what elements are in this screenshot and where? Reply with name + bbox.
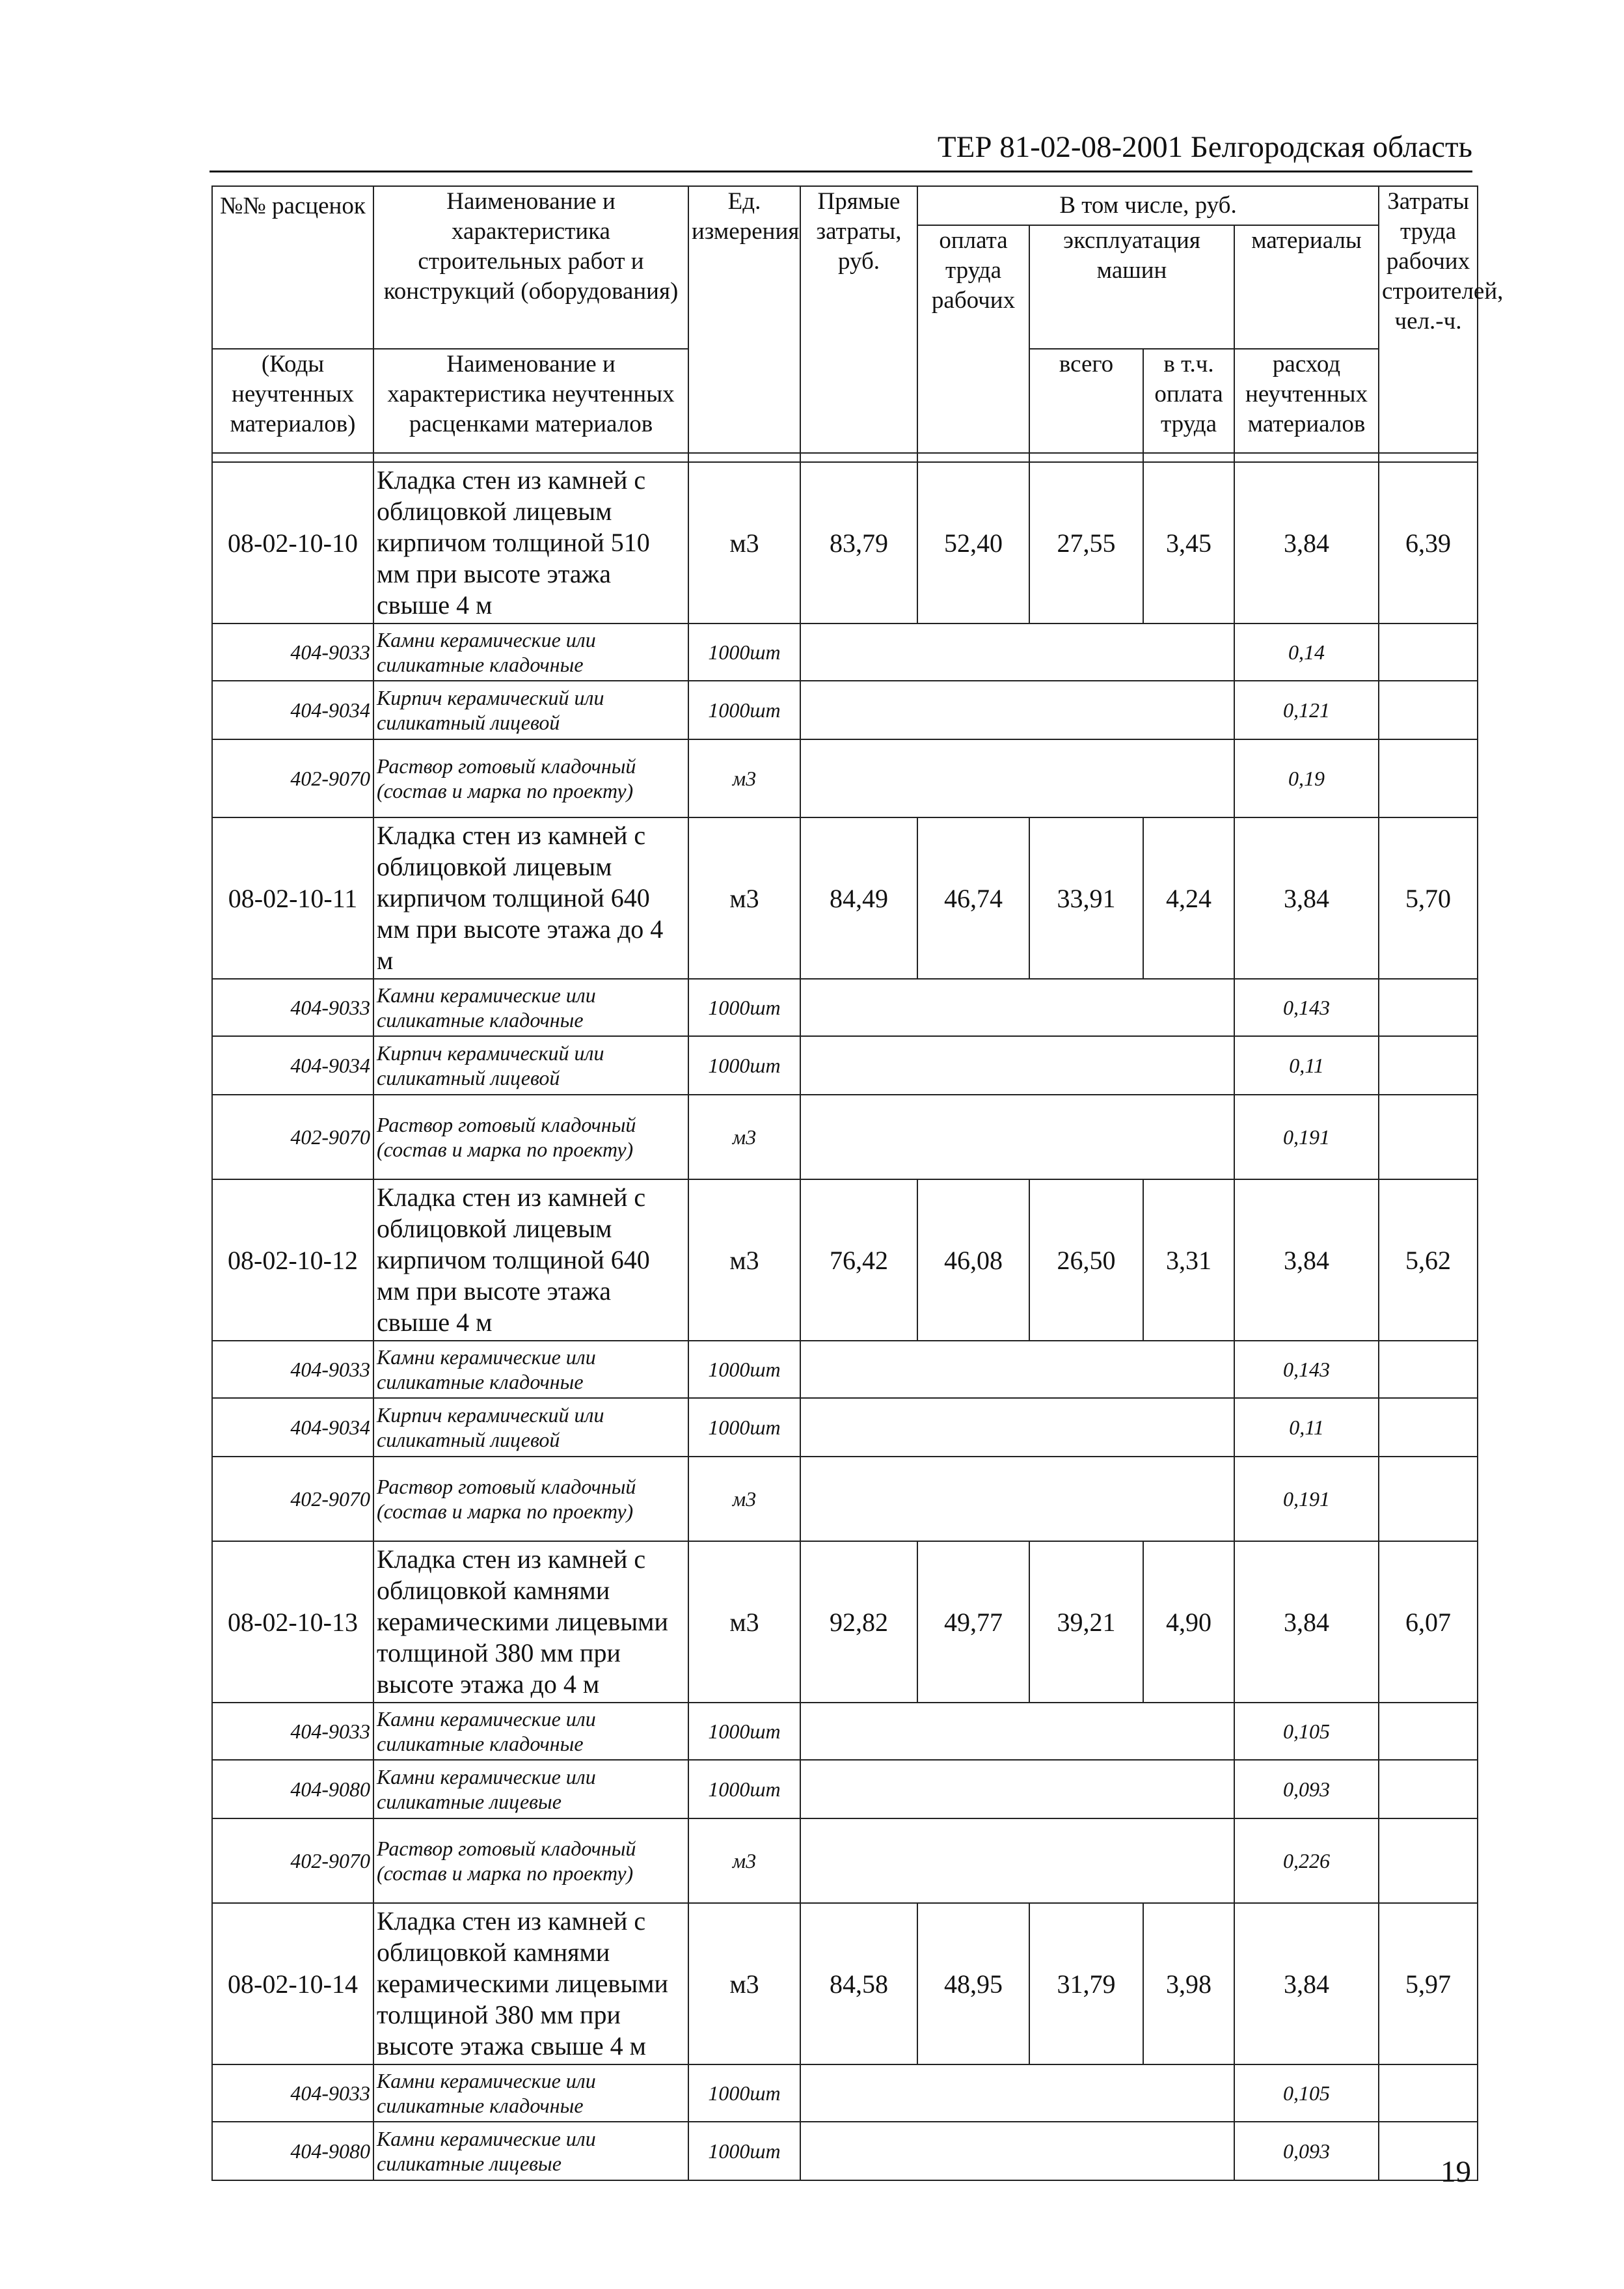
material-quantity: 0,093 xyxy=(1234,2122,1379,2180)
header-machines-wage: в т.ч. оплата труда xyxy=(1143,349,1234,453)
material-empty-span xyxy=(800,624,1234,681)
rate-unit: м3 xyxy=(688,1541,800,1703)
material-empty-labor xyxy=(1379,624,1478,681)
material-quantity: 0,143 xyxy=(1234,1341,1379,1398)
material-code: 402-9070 xyxy=(212,1818,373,1903)
material-row xyxy=(212,2064,1478,2122)
material-row xyxy=(212,624,1478,681)
header-labor: Затраты труда рабочих строителей, чел.-ч. xyxy=(1379,186,1478,453)
material-empty-labor xyxy=(1379,979,1478,1036)
header-row-1 xyxy=(212,186,1478,225)
material-empty-span xyxy=(800,2122,1234,2180)
page-number: 19 xyxy=(1441,2155,1471,2189)
rate-machines-total: 27,55 xyxy=(1029,462,1143,624)
material-code: 404-9033 xyxy=(212,624,373,681)
header-code: №№ расценок xyxy=(212,186,373,225)
rate-direct-cost: 84,49 xyxy=(800,817,917,979)
material-row xyxy=(212,1760,1478,1818)
material-quantity: 0,14 xyxy=(1234,624,1379,681)
material-row xyxy=(212,1457,1478,1541)
rate-wage: 52,40 xyxy=(917,462,1029,624)
rate-code: 08-02-10-11 xyxy=(212,817,373,979)
material-name: Кирпич керамический или силикатный лицевой xyxy=(373,681,688,739)
material-unit: м3 xyxy=(688,1095,800,1179)
material-row xyxy=(212,1818,1478,1903)
rate-unit: м3 xyxy=(688,1179,800,1341)
material-empty-labor xyxy=(1379,2064,1478,2122)
material-quantity: 0,191 xyxy=(1234,1457,1379,1541)
material-empty-span xyxy=(800,1036,1234,1095)
material-code: 404-9033 xyxy=(212,2064,373,2122)
material-unit: м3 xyxy=(688,739,800,817)
material-row xyxy=(212,681,1478,739)
rate-machines-total: 33,91 xyxy=(1029,817,1143,979)
material-empty-span xyxy=(800,1095,1234,1179)
rate-labor: 5,70 xyxy=(1379,817,1478,979)
material-name: Камни керамические или силикатные кладочные xyxy=(373,2064,688,2122)
rate-wage: 49,77 xyxy=(917,1541,1029,1703)
rate-materials: 3,84 xyxy=(1234,462,1379,624)
rate-wage: 46,74 xyxy=(917,817,1029,979)
rate-labor: 6,07 xyxy=(1379,1541,1478,1703)
material-unit: м3 xyxy=(688,1818,800,1903)
material-quantity: 0,093 xyxy=(1234,1760,1379,1818)
material-name: Раствор готовый кладочный (состав и марка по проекту) xyxy=(373,1818,688,1903)
material-code: 404-9080 xyxy=(212,2122,373,2180)
rate-direct-cost: 92,82 xyxy=(800,1541,917,1703)
rate-labor: 6,39 xyxy=(1379,462,1478,624)
material-name: Кирпич керамический или силикатный лицевой xyxy=(373,1036,688,1095)
material-code: 404-9034 xyxy=(212,1398,373,1457)
material-quantity: 0,105 xyxy=(1234,2064,1379,2122)
rate-direct-cost: 84,58 xyxy=(800,1903,917,2064)
material-code: 404-9033 xyxy=(212,979,373,1036)
material-empty-span xyxy=(800,1760,1234,1818)
material-empty-span xyxy=(800,1703,1234,1760)
material-unit: м3 xyxy=(688,1457,800,1541)
material-row xyxy=(212,1341,1478,1398)
header-name: Наименование и характеристика строительных работ и конструкций (оборудования) xyxy=(373,186,688,349)
material-quantity: 0,226 xyxy=(1234,1818,1379,1903)
rate-name: Кладка стен из камней с облицовкой лицевым кирпичом толщиной 640 мм при высоте этажа до 4 м xyxy=(373,817,688,979)
rate-name: Кладка стен из камней с облицовкой камнями керамическими лицевыми толщиной 380 мм при высоте этажа до 4 м xyxy=(373,1541,688,1703)
header-wage: оплата труда рабочих xyxy=(917,225,1029,453)
material-empty-span xyxy=(800,1341,1234,1398)
header-direct: Прямые затраты, руб. xyxy=(800,186,917,453)
material-empty-span xyxy=(800,2064,1234,2122)
rate-machines-total: 31,79 xyxy=(1029,1903,1143,2064)
rate-direct-cost: 76,42 xyxy=(800,1179,917,1341)
material-name: Камни керамические или силикатные кладочные xyxy=(373,979,688,1036)
material-code: 404-9034 xyxy=(212,681,373,739)
material-empty-span xyxy=(800,739,1234,817)
material-quantity: 0,191 xyxy=(1234,1095,1379,1179)
material-empty-span xyxy=(800,1457,1234,1541)
material-empty-labor xyxy=(1379,1818,1478,1903)
rate-wage: 48,95 xyxy=(917,1903,1029,2064)
material-quantity: 0,143 xyxy=(1234,979,1379,1036)
material-name: Раствор готовый кладочный (состав и марка по проекту) xyxy=(373,1457,688,1541)
rate-direct-cost: 83,79 xyxy=(800,462,917,624)
rate-machines-total: 39,21 xyxy=(1029,1541,1143,1703)
material-name: Раствор готовый кладочный (состав и марка по проекту) xyxy=(373,1095,688,1179)
material-unit: 1000шт xyxy=(688,1760,800,1818)
rate-machines-wage: 4,90 xyxy=(1143,1541,1234,1703)
material-name: Раствор готовый кладочный (состав и марка по проекту) xyxy=(373,739,688,817)
material-code: 404-9080 xyxy=(212,1760,373,1818)
rate-name: Кладка стен из камней с облицовкой лицевым кирпичом толщиной 640 мм при высоте этажа свыше 4 м xyxy=(373,1179,688,1341)
rate-wage: 46,08 xyxy=(917,1179,1029,1341)
material-code: 402-9070 xyxy=(212,1095,373,1179)
rate-row xyxy=(212,462,1478,624)
header-materials-sub: расход неучтенных материалов xyxy=(1234,349,1379,453)
rate-materials: 3,84 xyxy=(1234,817,1379,979)
rate-row xyxy=(212,1541,1478,1703)
rate-labor: 5,97 xyxy=(1379,1903,1478,2064)
material-empty-labor xyxy=(1379,1095,1478,1179)
material-name: Кирпич керамический или силикатный лицевой xyxy=(373,1398,688,1457)
header-unit: Ед. измерения xyxy=(688,186,800,453)
rate-code: 08-02-10-13 xyxy=(212,1541,373,1703)
rate-code: 08-02-10-10 xyxy=(212,462,373,624)
material-row xyxy=(212,1703,1478,1760)
material-code: 404-9033 xyxy=(212,1703,373,1760)
rate-code: 08-02-10-14 xyxy=(212,1903,373,2064)
material-row xyxy=(212,979,1478,1036)
material-empty-labor xyxy=(1379,1341,1478,1398)
header-code-sub: (Коды неучтенных материалов) xyxy=(212,349,373,453)
material-row xyxy=(212,2122,1478,2180)
rate-row xyxy=(212,817,1478,979)
rates-table xyxy=(211,185,1504,2181)
header-materials: материалы xyxy=(1234,225,1379,349)
material-unit: 1000шт xyxy=(688,1341,800,1398)
rate-row xyxy=(212,1903,1478,2064)
rate-row xyxy=(212,1179,1478,1341)
rate-name: Кладка стен из камней с облицовкой лицевым кирпичом толщиной 510 мм при высоте этажа свыше 4 м xyxy=(373,462,688,624)
material-empty-labor xyxy=(1379,1703,1478,1760)
material-quantity: 0,19 xyxy=(1234,739,1379,817)
material-row xyxy=(212,1398,1478,1457)
rate-machines-total: 26,50 xyxy=(1029,1179,1143,1341)
rate-unit: м3 xyxy=(688,462,800,624)
material-code: 402-9070 xyxy=(212,1457,373,1541)
material-empty-labor xyxy=(1379,739,1478,817)
material-empty-span xyxy=(800,1398,1234,1457)
material-quantity: 0,11 xyxy=(1234,1398,1379,1457)
material-code: 402-9070 xyxy=(212,739,373,817)
material-empty-labor xyxy=(1379,1036,1478,1095)
rate-materials: 3,84 xyxy=(1234,1903,1379,2064)
header-machines: эксплуатация машин xyxy=(1029,225,1234,349)
rate-name: Кладка стен из камней с облицовкой камнями керамическими лицевыми толщиной 380 мм при высоте этажа свыше 4 м xyxy=(373,1903,688,2064)
material-empty-labor xyxy=(1379,681,1478,739)
rate-machines-wage: 3,45 xyxy=(1143,462,1234,624)
rate-code: 08-02-10-12 xyxy=(212,1179,373,1341)
rate-materials: 3,84 xyxy=(1234,1541,1379,1703)
material-empty-labor xyxy=(1379,1760,1478,1818)
rate-unit: м3 xyxy=(688,817,800,979)
rate-machines-wage: 3,98 xyxy=(1143,1903,1234,2064)
header-including: В том числе, руб. xyxy=(917,186,1379,225)
material-name: Камни керамические или силикатные кладочные xyxy=(373,1341,688,1398)
rate-unit: м3 xyxy=(688,1903,800,2064)
material-code: 404-9034 xyxy=(212,1036,373,1095)
material-name: Камни керамические или силикатные лицевые xyxy=(373,1760,688,1818)
material-unit: 1000шт xyxy=(688,1398,800,1457)
material-unit: 1000шт xyxy=(688,1036,800,1095)
rate-labor: 5,62 xyxy=(1379,1179,1478,1341)
material-unit: 1000шт xyxy=(688,2122,800,2180)
material-name: Камни керамические или силикатные кладочные xyxy=(373,624,688,681)
rate-materials: 3,84 xyxy=(1234,1179,1379,1341)
material-unit: 1000шт xyxy=(688,681,800,739)
material-unit: 1000шт xyxy=(688,979,800,1036)
rate-machines-wage: 4,24 xyxy=(1143,817,1234,979)
material-empty-labor xyxy=(1379,1398,1478,1457)
material-quantity: 0,11 xyxy=(1234,1036,1379,1095)
material-quantity: 0,105 xyxy=(1234,1703,1379,1760)
material-empty-span xyxy=(800,979,1234,1036)
material-name: Камни керамические или силикатные кладочные xyxy=(373,1703,688,1760)
material-name: Камни керамические или силикатные лицевые xyxy=(373,2122,688,2180)
material-code: 404-9033 xyxy=(212,1341,373,1398)
material-quantity: 0,121 xyxy=(1234,681,1379,739)
material-empty-labor xyxy=(1379,1457,1478,1541)
material-row xyxy=(212,1036,1478,1095)
header-machines-total: всего xyxy=(1029,349,1143,453)
material-unit: 1000шт xyxy=(688,1703,800,1760)
material-unit: 1000шт xyxy=(688,624,800,681)
page-header: ТЕР 81-02-08-2001 Белгородская область xyxy=(210,128,1472,172)
header-gap-row xyxy=(212,453,1478,462)
material-empty-span xyxy=(800,1818,1234,1903)
rate-machines-wage: 3,31 xyxy=(1143,1179,1234,1341)
material-row xyxy=(212,739,1478,817)
header-name-sub: Наименование и характеристика неучтенных расценками материалов xyxy=(373,349,688,453)
material-row xyxy=(212,1095,1478,1179)
material-empty-span xyxy=(800,681,1234,739)
material-unit: 1000шт xyxy=(688,2064,800,2122)
